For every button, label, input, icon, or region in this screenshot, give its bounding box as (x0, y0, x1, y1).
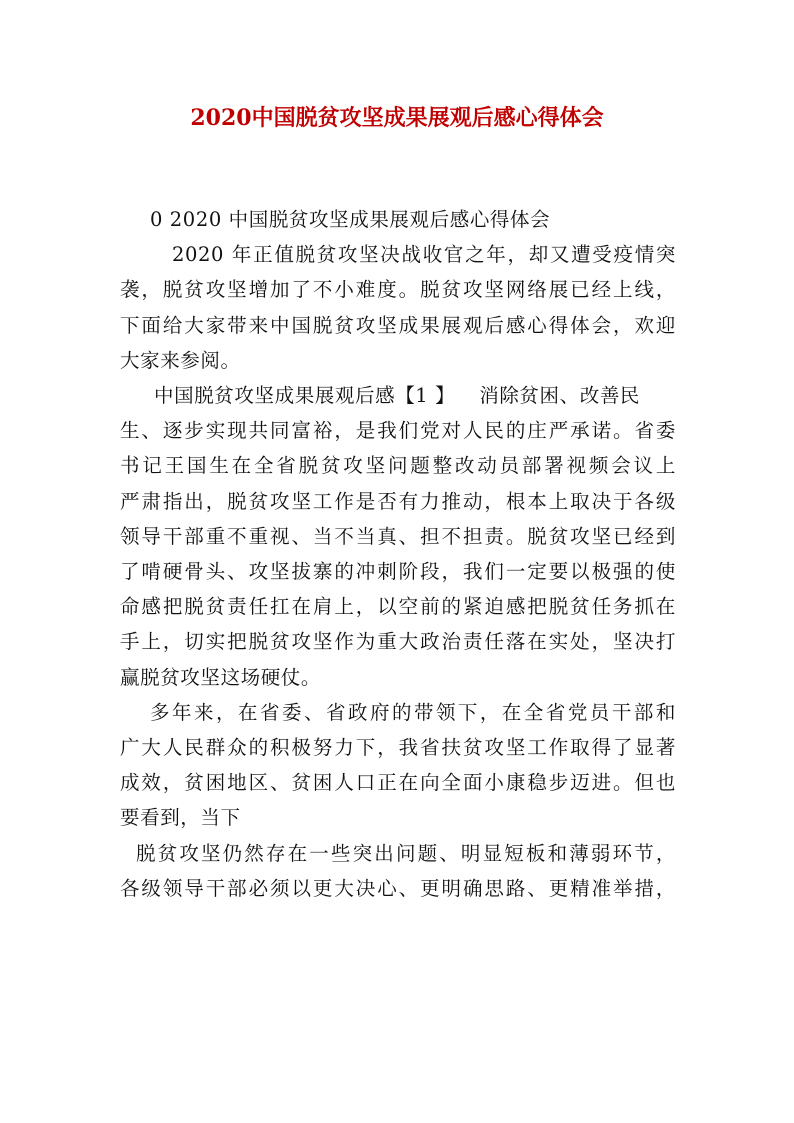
text-line: 0 2020 中国脱贫攻坚成果展观后感心得体会 (150, 208, 551, 231)
text-line: 了啃硬骨头、攻坚拔寨的冲刺阶段，我们一定要以极强的使 (120, 560, 676, 584)
section-heading: 中国脱贫攻坚成果展观后感【1 】 (154, 384, 456, 408)
text-line: 袭，脱贫攻坚增加了不小难度。脱贫攻坚网络展已经上线， (120, 278, 676, 302)
text-line: 成效，贫困地区、贫困人口正在向全面小康稳步迈进。但也 (120, 771, 676, 795)
text-line: 书记王国生在全省脱贫攻坚问题整改动员部署视频会议上 (120, 454, 676, 478)
paragraph-section-2 (120, 695, 676, 836)
text-line: 广大人民群众的积极努力下，我省扶贫攻坚工作取得了显著 (120, 736, 676, 760)
text-line: 手上，切实把脱贫攻坚作为重大政治责任落在实处，坚决打 (120, 630, 676, 654)
text-line: 大家来参阅。 (120, 348, 241, 372)
paragraph-section-1 (120, 378, 676, 695)
text-line: 严肃指出，脱贫攻坚工作是否有力推动，根本上取决于各级 (120, 489, 676, 513)
text-line: 命感把脱贫责任扛在肩上，以空前的紧迫感把脱贫任务抓在 (120, 595, 676, 619)
text-line: 生、逐步实现共同富裕，是我们党对人民的庄严承诺。省委 (120, 419, 676, 443)
text-line: 多年来，在省委、省政府的带领下，在全省党员干部和 (150, 700, 676, 724)
text-line: 下面给大家带来中国脱贫攻坚成果展观后感心得体会，欢迎 (120, 313, 676, 337)
text-line: 要看到，当下 (120, 806, 241, 830)
text-line (120, 378, 676, 413)
text-line: 领导干部重不重视、当不当真、担不担责。脱贫攻坚已经到 (120, 524, 676, 548)
text-line: 赢脱贫攻坚这场硬仗。 (120, 665, 322, 689)
paragraph-subtitle (120, 202, 676, 237)
paragraph-intro (120, 237, 676, 378)
document-body (120, 202, 676, 906)
section-first-line: 消除贫困、改善民 (479, 384, 641, 408)
paragraph-section-3 (120, 836, 676, 906)
text-line: 脱贫攻坚仍然存在一些突出问题、明显短板和薄弱环节， (136, 841, 676, 865)
text-line: 各级领导干部必须以更大决心、更明确思路、更精准举措， (120, 876, 676, 900)
text-line: 2020 年正值脱贫攻坚决战收官之年，却又遭受疫情突 (172, 243, 676, 267)
document-title-text: 2020中国脱贫攻坚成果展观后感心得体会 (190, 105, 604, 131)
document-title (0, 101, 794, 135)
